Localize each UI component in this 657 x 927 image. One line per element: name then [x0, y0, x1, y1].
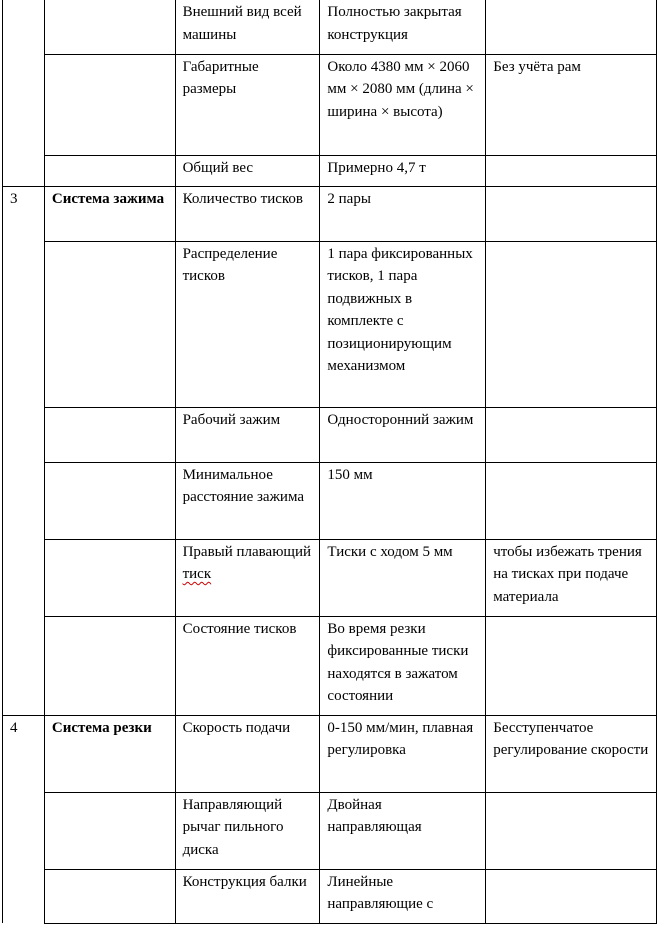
note-cell	[486, 869, 657, 923]
value-cell: 150 мм	[320, 462, 486, 539]
note-cell	[486, 792, 657, 869]
value-cell: Полностью закрытая конструкция	[320, 0, 486, 54]
param-cell: Рабочий зажим	[175, 407, 320, 462]
note-cell: Без учёта рам	[486, 54, 657, 155]
section-number-cell: 4	[3, 715, 45, 923]
param-cell: Габаритные размеры	[175, 54, 320, 155]
table-row	[3, 407, 657, 462]
note-cell	[486, 462, 657, 539]
param-cell: Конструкция балки	[175, 869, 320, 923]
section-title-cell	[44, 462, 175, 539]
section-title-cell	[44, 616, 175, 715]
value-cell: Линейные направляющие с	[320, 869, 486, 923]
document-page	[2, 0, 657, 924]
note-cell	[486, 155, 657, 186]
section-title-cell	[44, 539, 175, 616]
table-row	[3, 241, 657, 407]
value-cell: 2 пары	[320, 186, 486, 241]
table-row	[3, 869, 657, 923]
note-cell: чтобы избежать трения на тисках при подаче материала	[486, 539, 657, 616]
param-cell: Минимальное расстояние зажима	[175, 462, 320, 539]
table-row	[3, 462, 657, 539]
section-title-cell: Система резки	[44, 715, 175, 792]
param-cell: Направляющий рычаг пильного диска	[175, 792, 320, 869]
section-title-cell	[44, 0, 175, 54]
section-title-cell: Система зажима	[44, 186, 175, 241]
value-cell: Двойная направляющая	[320, 792, 486, 869]
value-cell: Тиски с ходом 5 мм	[320, 539, 486, 616]
param-cell: Состояние тисков	[175, 616, 320, 715]
param-cell	[175, 539, 320, 616]
note-cell	[486, 0, 657, 54]
section-title-cell	[44, 241, 175, 407]
table-row	[3, 616, 657, 715]
table-row	[3, 186, 657, 241]
section-title-cell	[44, 155, 175, 186]
note-cell	[486, 407, 657, 462]
param-cell: Общий вес	[175, 155, 320, 186]
section-number-cell: 3	[3, 186, 45, 715]
section-title-cell	[44, 54, 175, 155]
note-cell	[486, 241, 657, 407]
table-row	[3, 715, 657, 792]
table-row	[3, 155, 657, 186]
section-number-cell	[3, 0, 45, 186]
value-cell: Односторонний зажим	[320, 407, 486, 462]
note-cell	[486, 186, 657, 241]
table-row	[3, 539, 657, 616]
value-cell: 1 пара фиксированных тисков, 1 пара подвижных в комплекте с позиционирующим механизмом	[320, 241, 486, 407]
value-cell: Примерно 4,7 т	[320, 155, 486, 186]
param-cell: Распределение тисков	[175, 241, 320, 407]
spellcheck-flagged-word[interactable]: тиск	[182, 566, 212, 582]
table-row	[3, 0, 657, 54]
spec-table	[2, 0, 657, 924]
note-cell: Бесступенчатое регулирование скорости	[486, 715, 657, 792]
table-row	[3, 54, 657, 155]
value-cell: 0-150 мм/мин, плавная регулировка	[320, 715, 486, 792]
param-cell: Внешний вид всей машины	[175, 0, 320, 54]
section-title-cell	[44, 869, 175, 923]
section-title-cell	[44, 407, 175, 462]
param-cell: Количество тисков	[175, 186, 320, 241]
param-text: Правый плавающий	[182, 543, 312, 560]
param-cell: Скорость подачи	[175, 715, 320, 792]
value-cell: Во время резки фиксированные тиски находятся в зажатом состоянии	[320, 616, 486, 715]
note-cell	[486, 616, 657, 715]
table-row	[3, 792, 657, 869]
section-title-cell	[44, 792, 175, 869]
value-cell: Около 4380 мм × 2060 мм × 2080 мм (длина × ширина × высота)	[320, 54, 486, 155]
